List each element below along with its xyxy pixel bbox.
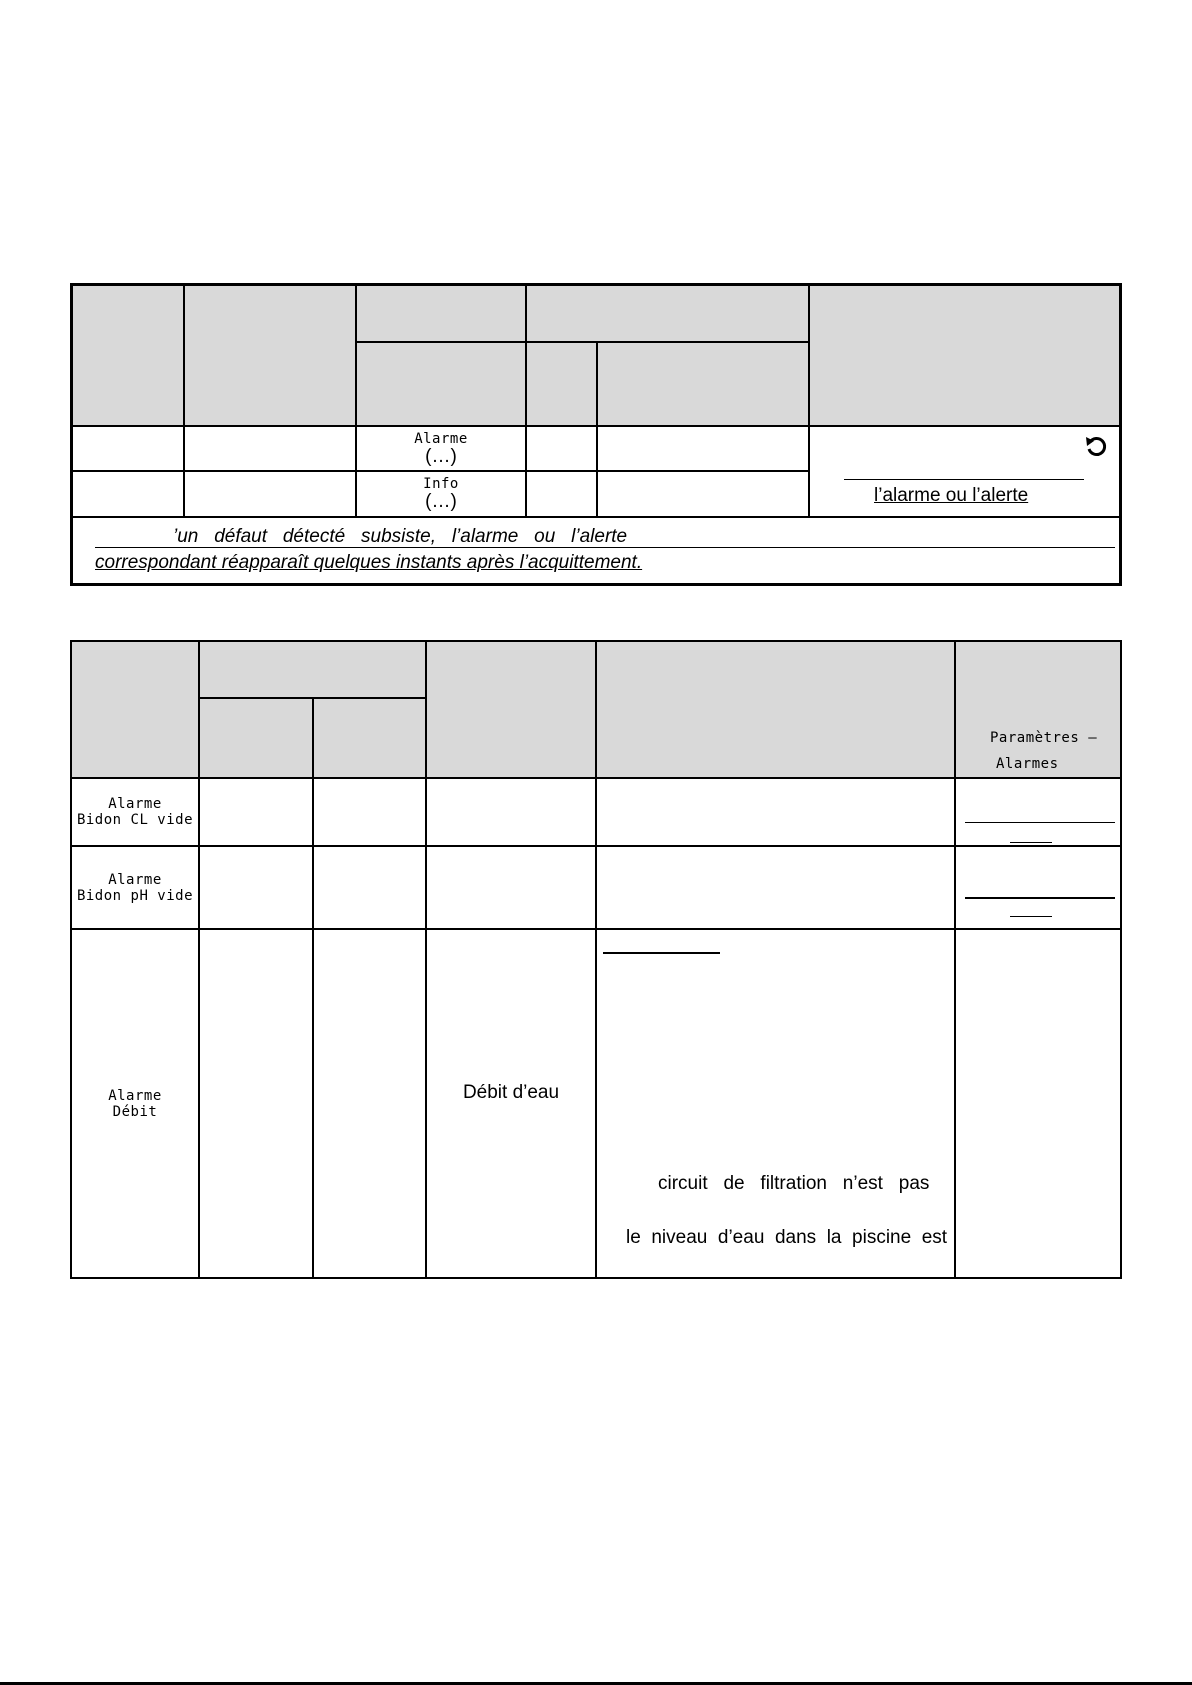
row3-label-line-2: Débit — [112, 1103, 158, 1120]
alarm-label: Alarme — [414, 430, 468, 447]
table-row-label — [72, 779, 198, 845]
row3-cause: Débit d’eau — [462, 1081, 560, 1103]
params-header-line-1: Paramètres – — [990, 730, 1098, 746]
info-cell — [357, 472, 525, 516]
acknowledge-text: l’alarme ou l’alerte — [874, 485, 1029, 506]
row1-label-line-1: Alarme — [108, 796, 162, 812]
note-cell — [73, 518, 1119, 583]
info-label: Info — [423, 476, 459, 492]
alarm-display-table — [70, 283, 1122, 586]
row1-label-line-2: Bidon CL vide — [76, 812, 194, 828]
undo-icon — [1084, 434, 1108, 458]
table-row-label — [72, 930, 198, 1277]
row2-label-line-2: Bidon pH vide — [76, 887, 194, 904]
row3-desc-line-2: le niveau d’eau dans la piscine est — [626, 1227, 948, 1248]
note-line-1: ’un défaut détecté subsiste, l’alarme ou l’alerte — [173, 526, 628, 547]
row3-label-line-1: Alarme — [108, 1087, 162, 1104]
table-row-label — [72, 847, 198, 928]
note-line-2: correspondant réapparaît quelques instants après l’acquittement. — [95, 552, 643, 573]
row2-label-line-1: Alarme — [108, 871, 162, 888]
alarm-cell — [357, 427, 525, 470]
info-code: (…) — [425, 491, 457, 512]
alarm-list-table — [70, 640, 1122, 1279]
acknowledge-cell — [810, 427, 1119, 516]
params-header-line-2: Alarmes — [996, 756, 1059, 772]
alarm-code: (…) — [425, 445, 457, 467]
row3-desc-line-1: circuit de filtration n’est pas — [658, 1173, 930, 1194]
